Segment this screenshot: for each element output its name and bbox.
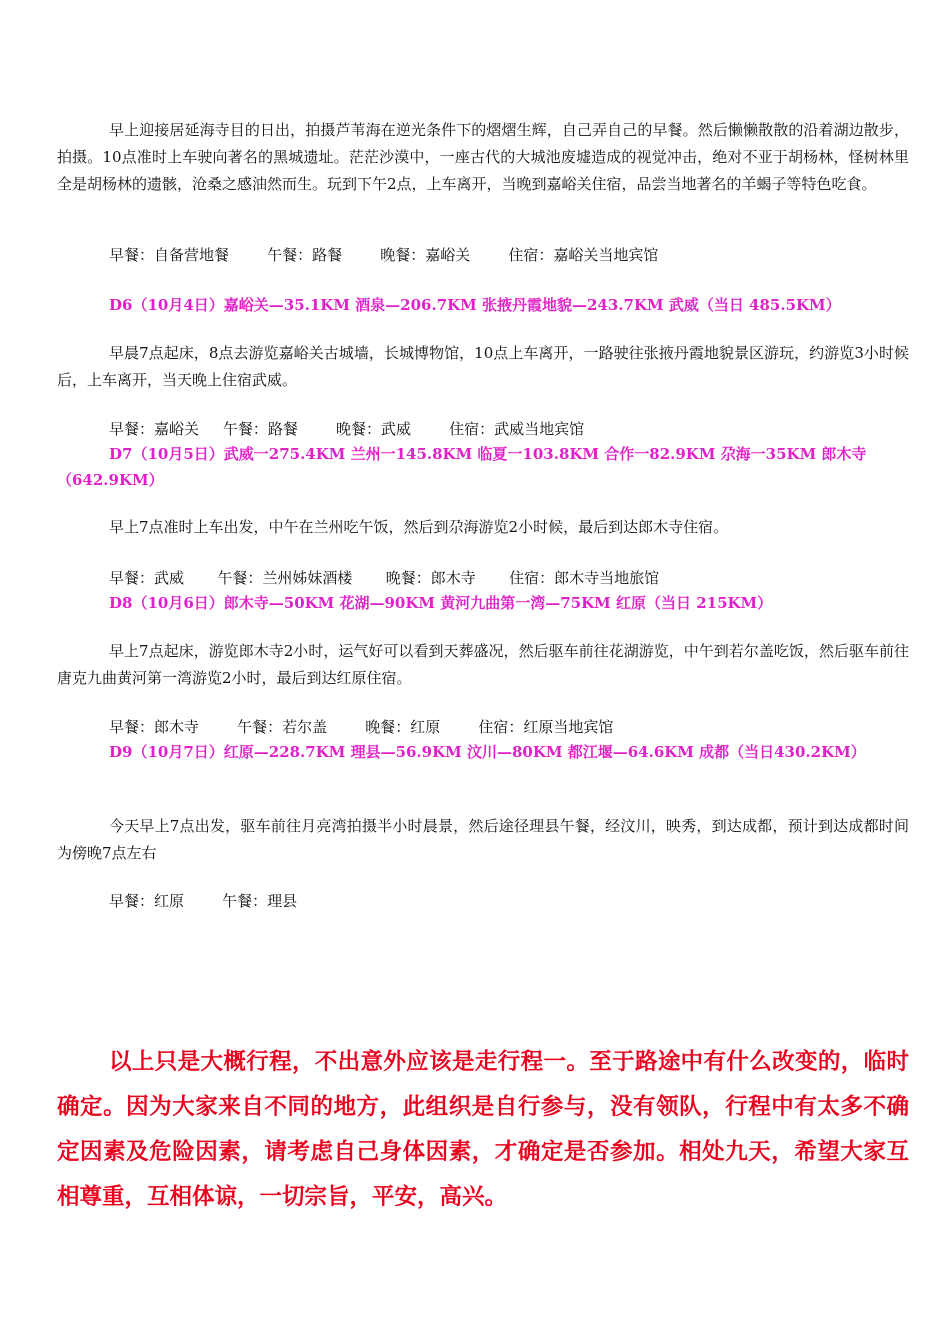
- closing-note: [57, 1040, 909, 1220]
- day7-route-heading: D7（10月5日）武威一275.4KM 兰州一145.8KM 临夏一103.8KM 合作一82.9KM 尕海一35KM 郎木寺（642.9KM）: [57, 445, 867, 489]
- day9-description: [57, 813, 909, 867]
- day8-meals: [57, 716, 909, 738]
- day5-meals: [57, 244, 909, 266]
- day8-route-heading: D8（10月6日）郎木寺—50KM 花湖—90KM 黄河九曲第一湾—75KM 红原（当日 215KM）: [109, 594, 773, 612]
- day6-heading: [57, 292, 909, 318]
- day7-paragraph: 早上7点准时上车出发，中午在兰州吃午饭，然后到尕海游览2小时候，最后到达郎木寺住宿。: [109, 518, 729, 536]
- day8-paragraph: 早上7点起床，游览郎木寺2小时，运气好可以看到天葬盛况，然后驱车前往花湖游览，中午到若尔盖吃饭，然后驱车前往唐克九曲黄河第一湾游览2小时，最后到达红原住宿。: [57, 642, 909, 687]
- day7-meals-line: 早餐：武威 午餐：兰州姊妹酒楼 晚餐：郎木寺 住宿：郎木寺当地旅馆: [109, 569, 660, 587]
- day9-paragraph: 今天早上7点出发，驱车前往月亮湾拍摄半小时晨景，然后途径理县午餐，经汶川，映秀，到达成都，预计到达成都时间为傍晚7点左右: [57, 817, 909, 862]
- day9-heading: [57, 739, 909, 765]
- closing-paragraph: 以上只是大概行程，不出意外应该是走行程一。至于路途中有什么改变的，临时确定。因为大家来自不同的地方，此组织是自行参与，没有领队，行程中有太多不确定因素及危险因素，请考虑自己身体因素，才确定是否参加。相处九天，希望大家互相尊重，互相体谅，一切宗旨，平安，高兴。: [57, 1049, 909, 1210]
- day7-meals: [57, 567, 909, 589]
- day7-description: [57, 514, 909, 541]
- day6-meals-line: 早餐：嘉峪关 午餐：路餐 晚餐：武威 住宿：武威当地宾馆: [109, 420, 585, 438]
- day9-meals: [57, 890, 909, 912]
- day6-route-heading: D6（10月4日）嘉峪关—35.1KM 酒泉—206.7KM 张掖丹霞地貌—243.7KM 武威（当日 485.5KM）: [109, 296, 841, 314]
- day8-heading: [57, 590, 909, 616]
- day6-description: [57, 340, 909, 394]
- day7-heading: [57, 441, 909, 493]
- day5-description: [57, 117, 909, 198]
- day5-meals-line: 早餐：自备营地餐 午餐：路餐 晚餐：嘉峪关 住宿：嘉峪关当地宾馆: [109, 246, 659, 264]
- day9-meals-line: 早餐：红原 午餐：理县: [109, 892, 298, 910]
- day6-paragraph: 早晨7点起床，8点去游览嘉峪关古城墙，长城博物馆，10点上车离开，一路驶往张掖丹霞地貌景区游玩，约游览3小时候后，上车离开，当天晚上住宿武威。: [57, 344, 909, 389]
- day9-route-heading: D9（10月7日）红原—228.7KM 理县—56.9KM 汶川—80KM 都江堰—64.6KM 成都（当日430.2KM）: [109, 743, 866, 761]
- day5-paragraph: 早上迎接居延海寺目的日出，拍摄芦苇海在逆光条件下的熠熠生辉，自己弄自己的早餐。然后懒懒散散的沿着湖边散步，拍摄。10点准时上车驶向著名的黑城遗址。茫茫沙漠中，一座古代的大城池废墟造成的视觉冲击，绝对不亚于胡杨林，怪树林里全是胡杨林的遗骸，沧桑之感油然而生。玩到下午2点，上车离开，当晚到嘉峪关住宿，品尝当地著名的羊蝎子等特色吃食。: [57, 121, 909, 193]
- day8-meals-line: 早餐：郎木寺 午餐：若尔盖 晚餐：红原 住宿：红原当地宾馆: [109, 718, 614, 736]
- day8-description: [57, 638, 909, 692]
- day6-meals: [57, 418, 909, 440]
